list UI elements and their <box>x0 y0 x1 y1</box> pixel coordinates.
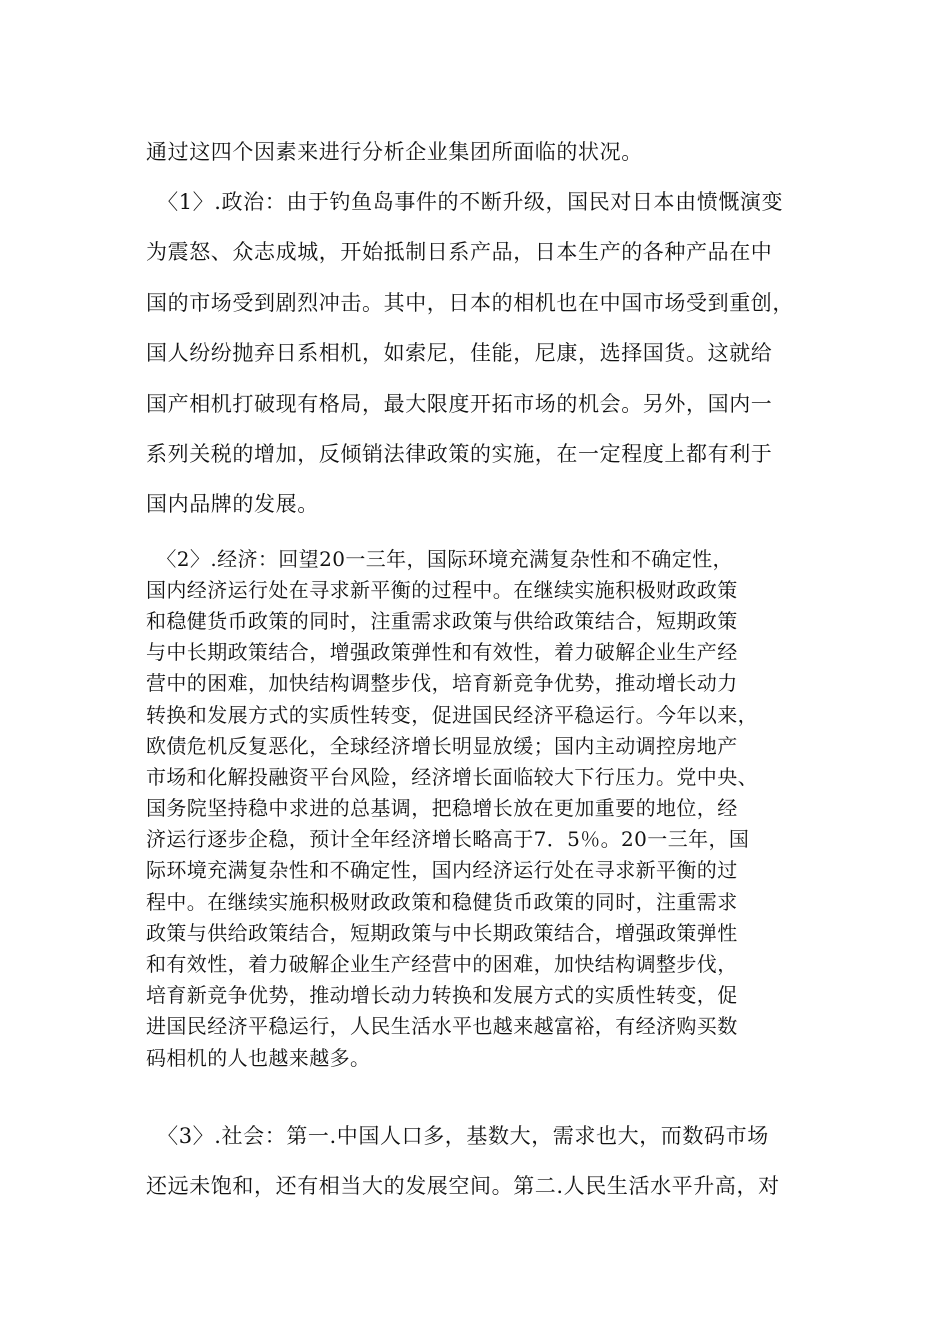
economy-line: 欧债危机反复恶化，全球经济增长明显放缓；国内主动调控房地产 <box>146 734 738 758</box>
economy-line: 和稳健货币政策的同时，注重需求政策与供给政策结合，短期政策 <box>146 609 738 633</box>
society-line: 还远未饱和，还有相当大的发展空间。第二.人民生活水平升高，对 <box>146 1174 780 1198</box>
economy-line: 国务院坚持稳中求进的总基调，把稳增长放在更加重要的地位，经 <box>146 796 738 820</box>
economy-line: 培育新竞争优势，推动增长动力转换和发展方式的实质性转变，促 <box>146 983 738 1007</box>
economy-line: 市场和化解投融资平台风险，经济增长面临较大下行压力。党中央、 <box>146 765 758 789</box>
intro-line: 通过这四个因素来进行分析企业集团所面临的状况。 <box>146 140 643 164</box>
economy-line: 码相机的人也越来越多。 <box>146 1046 371 1070</box>
economy-line: 和有效性，着力破解企业生产经营中的困难，加快结构调整步伐， <box>146 952 738 976</box>
economy-line: 营中的困难，加快结构调整步伐，培育新竞争优势，推动增长动力 <box>146 671 738 695</box>
politics-line: 系列关税的增加，反倾销法律政策的实施，在一定程度上都有利于 <box>146 442 773 466</box>
economy-line: 程中。在继续实施积极财政政策和稳健货币政策的同时，注重需求 <box>146 890 738 914</box>
society-line: 〈3〉.社会：第一.中国人口多，基数大，需求也大，而数码市场 <box>146 1124 769 1148</box>
economy-line: 政策与供给政策结合，短期政策与中长期政策结合，增强政策弹性 <box>146 921 738 945</box>
politics-line: 国内品牌的发展。 <box>146 492 319 516</box>
economy-line: 〈2〉.经济：回望20一三年，国际环境充满复杂性和不确定性， <box>146 547 733 571</box>
economy-line: 际环境充满复杂性和不确定性，国内经济运行处在寻求新平衡的过 <box>146 858 738 882</box>
economy-line: 济运行逐步企稳，预计全年经济增长略高于7．5％。20一三年，国 <box>146 827 750 851</box>
economy-line: 进国民经济平稳运行，人民生活水平也越来越富裕，有经济购买数 <box>146 1014 738 1038</box>
politics-line: 〈1〉.政治：由于钓鱼岛事件的不断升级，国民对日本由愤慨演变 <box>146 190 784 214</box>
economy-line: 转换和发展方式的实质性转变，促进国民经济平稳运行。今年以来， <box>146 703 758 727</box>
politics-line: 国的市场受到剧烈冲击。其中，日本的相机也在中国市场受到重创， <box>146 291 794 315</box>
politics-line: 国人纷纷抛弃日系相机，如索尼，佳能，尼康，选择国货。这就给 <box>146 341 773 365</box>
economy-line: 与中长期政策结合，增强政策弹性和有效性，着力破解企业生产经 <box>146 640 738 664</box>
politics-line: 国产相机打破现有格局，最大限度开拓市场的机会。另外，国内一 <box>146 392 773 416</box>
economy-line: 国内经济运行处在寻求新平衡的过程中。在继续实施积极财政政策 <box>146 578 738 602</box>
politics-line: 为震怒、众志成城，开始抵制日系产品，日本生产的各种产品在中 <box>146 240 773 264</box>
